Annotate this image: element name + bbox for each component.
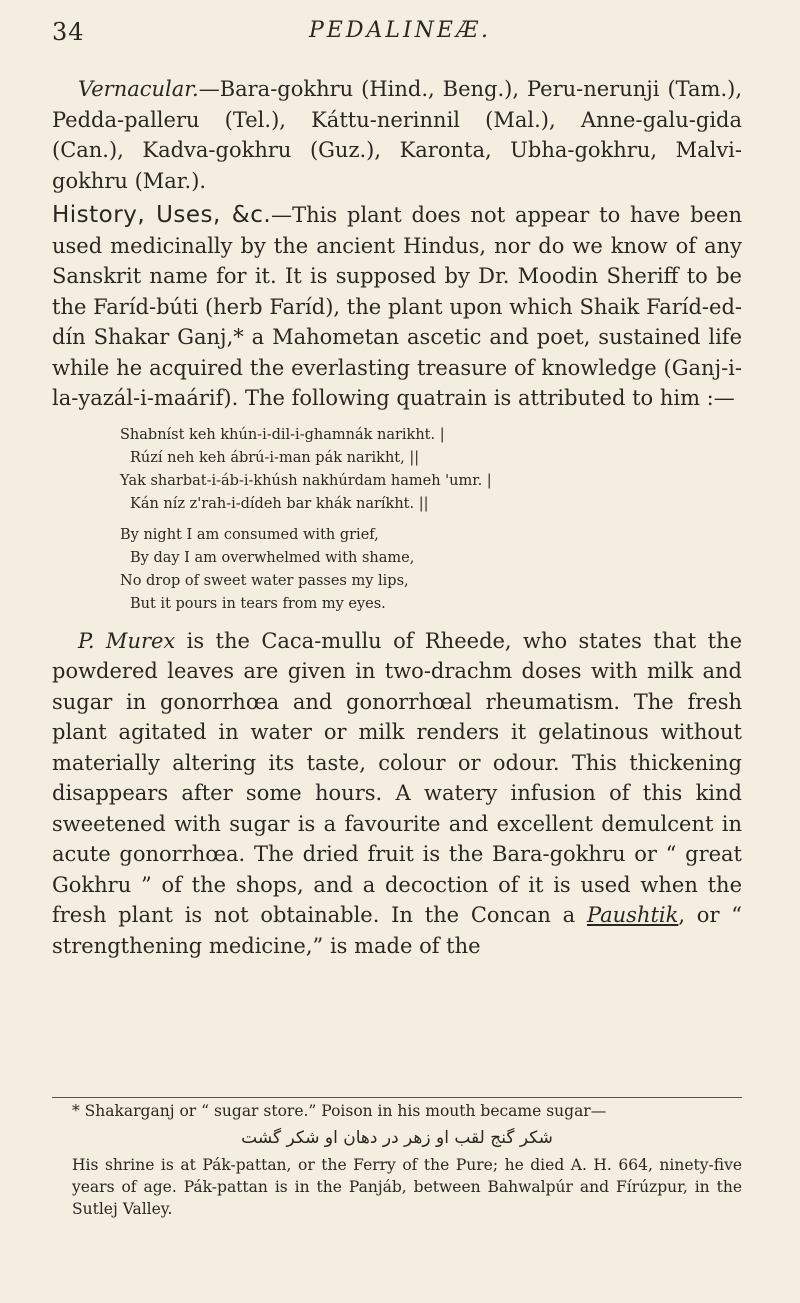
quatrain-original-line: Rúzí neh keh ábrú-i-man pák narikht, || bbox=[130, 449, 420, 466]
quatrain-original-line: Kán níz z'rah-i-dídeh bar khák naríkht. || bbox=[130, 495, 429, 512]
footnote-rule bbox=[52, 1097, 742, 1098]
footnote-line: * Shakarganj or “ sugar store.” Poison in his mouth became sugar— bbox=[72, 1102, 607, 1120]
quatrain-original-line: Yak sharbat-i-áb-i-khúsh nakhúrdam hameh 'umr. | bbox=[120, 472, 492, 489]
murex-tail: , or “ strengthening medicine,” is made of the bbox=[52, 903, 742, 958]
murex-species: P. Murex bbox=[78, 628, 176, 653]
page-number: 34 bbox=[52, 18, 85, 46]
murex-paragraph bbox=[52, 626, 742, 962]
vernacular-label: Vernacular. bbox=[78, 77, 199, 101]
murex-text: is the Caca-mullu of Rheede, who states that the powdered leaves are given in two-drachm doses with milk and sugar in gonorrhœa and gonorrhœal rheumatism. The fresh plant agitated in water or milk renders it gelatinous without materially altering its taste, colour or odour. This thickening disappears after some hours. A watery infusion of this kind sweetened with sugar is a favourite and excellent demulcent in acute gonorrhœa. The dried fruit is the Bara-gokhru or “ great Gokhru ” of the shops, and a decoction of it is used when the fresh plant is not obtainable. In the Concan a bbox=[52, 628, 742, 927]
quatrain-translation-line: By day I am overwhelmed with shame, bbox=[130, 549, 415, 566]
history-text: —This plant does not appear to have been used medicinally by the ancient Hindus, nor do we know of any Sanskrit name for it. It is supposed by Dr. Moodin Sheriff to be the Faríd-búti (herb Faríd), the plant upon which Shaik Faríd-ed-dín Shakar Ganj,* a Mahometan ascetic and poet, sustained life while he acquired the everlasting treasure of knowledge (Ganj-i-la-yazál-i-maárif). The following quatrain is attributed to him :— bbox=[52, 203, 742, 410]
history-paragraph bbox=[52, 200, 742, 414]
quatrain bbox=[120, 424, 742, 616]
quatrain-translation-line: By night I am consumed with grief, bbox=[120, 526, 379, 543]
main-text bbox=[52, 74, 742, 961]
quatrain-translation-line: But it pours in tears from my eyes. bbox=[130, 595, 386, 612]
quatrain-translation-line: No drop of sweet water passes my lips, bbox=[120, 572, 409, 589]
quatrain-original-line: Shabníst keh khún-i-dil-i-ghamnák narikht. | bbox=[120, 426, 445, 443]
vernacular-paragraph bbox=[52, 74, 742, 196]
running-head: PEDALINEÆ. bbox=[308, 18, 491, 43]
vernacular-text: —Bara-gokhru (Hind., Beng.), Peru-nerunji (Tam.), Pedda-palleru (Tel.), Káttu-nerinnil (Mal.), Anne-galu-gida (Can.), Kadva-gokhru (Guz.), Karonta, Ubha-gokhru, Malvi-gokhru (Mar.). bbox=[52, 77, 742, 193]
footnote-persian-verse: شکر گنج لقب او زهر در دهان او شکر گشت bbox=[241, 1128, 553, 1148]
history-heading: History, Uses, &c. bbox=[52, 202, 272, 228]
footnote-line: His shrine is at Pák-pattan, or the Ferry of the Pure; he died A. H. 664, ninety-five years of age. Pák-pattan is in the Panjáb, between Bahwalpúr and Fírúzpur, in the Sutlej Valley. bbox=[72, 1156, 742, 1218]
footnotes bbox=[52, 1100, 742, 1220]
page-header bbox=[30, 18, 770, 58]
paushtik-term: Paushtik bbox=[586, 903, 679, 927]
